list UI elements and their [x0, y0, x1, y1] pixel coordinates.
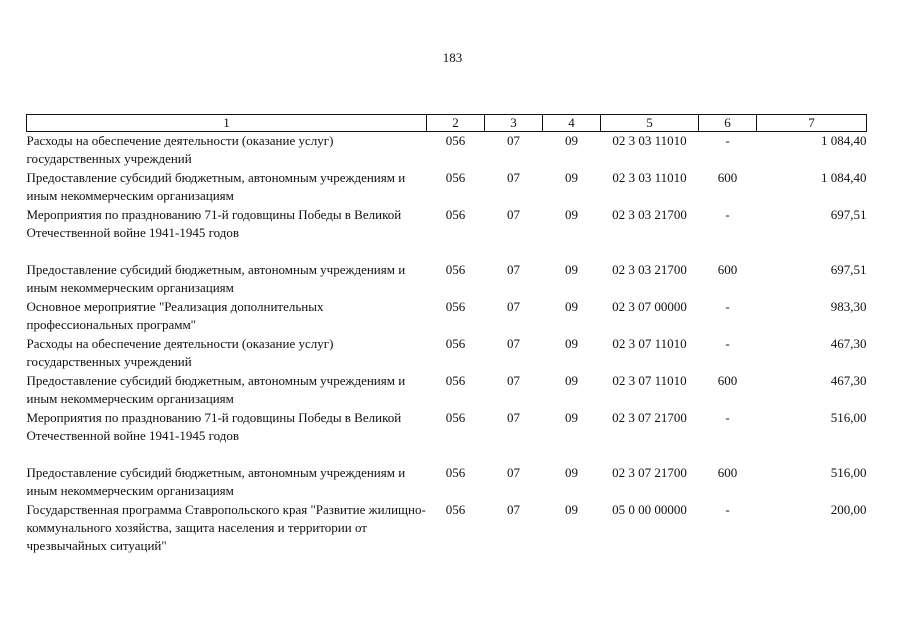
- row-ministry-code: 056: [445, 262, 466, 277]
- row-expense-type: -: [725, 502, 730, 517]
- table-row: [27, 446, 867, 501]
- row-ministry-code: 056: [445, 170, 466, 185]
- row-name: Государственная программа Ставропольского края "Развитие жилищно-коммунального хозяйства, защита населения и территории от чрезвычайных ситуаций": [26, 502, 426, 553]
- row-subsection: 09: [565, 262, 578, 277]
- row-target-article: 05 0 00 00000: [612, 502, 687, 517]
- budget-table: [26, 114, 867, 556]
- row-ministry-code: 056: [445, 207, 466, 222]
- table-row: [27, 169, 867, 206]
- row-target-article: 02 3 03 11010: [612, 170, 687, 185]
- row-subsection: 09: [565, 133, 578, 148]
- table-row: [27, 501, 867, 556]
- row-section: 07: [507, 262, 520, 277]
- row-ministry-code: 056: [445, 299, 466, 314]
- row-amount: 467,30: [830, 336, 867, 351]
- row-section: 07: [507, 207, 520, 222]
- row-expense-type: -: [725, 336, 730, 351]
- row-expense-type: -: [725, 207, 730, 222]
- row-subsection: 09: [565, 373, 578, 388]
- row-amount: 983,30: [830, 299, 867, 314]
- row-amount: 697,51: [830, 262, 867, 277]
- row-name: Мероприятия по празднованию 71-й годовщины Победы в Великой Отечественной войне 1941-1945 годов: [26, 410, 402, 443]
- row-section: 07: [507, 170, 520, 185]
- row-name: Предоставление субсидий бюджетным, автономным учреждениям и иным некоммерческим организациям: [26, 262, 406, 295]
- row-name: Основное мероприятие "Реализация дополнительных профессиональных программ": [26, 299, 324, 332]
- row-amount: 516,00: [830, 465, 867, 480]
- col-header-2: 2: [427, 115, 485, 132]
- row-amount: 1 084,40: [821, 170, 867, 185]
- row-section: 07: [507, 133, 520, 148]
- col-header-1: 1: [27, 115, 427, 132]
- col-header-7: 7: [757, 115, 867, 132]
- row-target-article: 02 3 03 21700: [612, 262, 687, 277]
- row-ministry-code: 056: [445, 373, 466, 388]
- row-ministry-code: 056: [445, 336, 466, 351]
- row-section: 07: [507, 336, 520, 351]
- row-target-article: 02 3 07 00000: [612, 299, 687, 314]
- row-target-article: 02 3 07 11010: [612, 373, 687, 388]
- row-ministry-code: 056: [445, 133, 466, 148]
- col-header-5: 5: [601, 115, 699, 132]
- row-expense-type: 600: [717, 170, 738, 185]
- row-expense-type: -: [725, 410, 730, 425]
- row-section: 07: [507, 410, 520, 425]
- row-name: Предоставление субсидий бюджетным, автономным учреждениям и иным некоммерческим организациям: [26, 373, 406, 406]
- table-row: [27, 243, 867, 298]
- row-ministry-code: 056: [445, 502, 466, 517]
- row-name: Расходы на обеспечение деятельности (оказание услуг) государственных учреждений: [26, 336, 334, 369]
- row-subsection: 09: [565, 207, 578, 222]
- table-row: [27, 206, 867, 243]
- row-section: 07: [507, 373, 520, 388]
- table-row: [27, 335, 867, 372]
- row-section: 07: [507, 465, 520, 480]
- col-header-4: 4: [543, 115, 601, 132]
- row-ministry-code: 056: [445, 465, 466, 480]
- row-subsection: 09: [565, 465, 578, 480]
- row-name: Предоставление субсидий бюджетным, автономным учреждениям и иным некоммерческим организациям: [26, 465, 406, 498]
- row-amount: 697,51: [830, 207, 867, 222]
- page-number: 183: [442, 50, 463, 65]
- row-subsection: 09: [565, 336, 578, 351]
- row-expense-type: -: [725, 133, 730, 148]
- header-row: [27, 115, 867, 132]
- col-header-3: 3: [485, 115, 543, 132]
- row-section: 07: [507, 502, 520, 517]
- row-target-article: 02 3 07 21700: [612, 465, 687, 480]
- row-name: Предоставление субсидий бюджетным, автономным учреждениям и иным некоммерческим организациям: [26, 170, 406, 203]
- row-expense-type: -: [725, 299, 730, 314]
- row-amount: 1 084,40: [821, 133, 867, 148]
- row-expense-type: 600: [717, 465, 738, 480]
- row-expense-type: 600: [717, 373, 738, 388]
- row-subsection: 09: [565, 502, 578, 517]
- table-row: [27, 132, 867, 170]
- table-row: [27, 409, 867, 446]
- row-subsection: 09: [565, 410, 578, 425]
- row-amount: 467,30: [830, 373, 867, 388]
- row-target-article: 02 3 07 21700: [612, 410, 687, 425]
- table-row: [27, 372, 867, 409]
- row-target-article: 02 3 03 11010: [612, 133, 687, 148]
- row-expense-type: 600: [717, 262, 738, 277]
- table-row: [27, 298, 867, 335]
- row-subsection: 09: [565, 299, 578, 314]
- row-target-article: 02 3 07 11010: [612, 336, 687, 351]
- row-ministry-code: 056: [445, 410, 466, 425]
- row-target-article: 02 3 03 21700: [612, 207, 687, 222]
- col-header-6: 6: [699, 115, 757, 132]
- row-name: Расходы на обеспечение деятельности (оказание услуг) государственных учреждений: [26, 133, 334, 166]
- row-amount: 200,00: [830, 502, 867, 517]
- row-amount: 516,00: [830, 410, 867, 425]
- row-section: 07: [507, 299, 520, 314]
- row-subsection: 09: [565, 170, 578, 185]
- row-name: Мероприятия по празднованию 71-й годовщины Победы в Великой Отечественной войне 1941-1945 годов: [26, 207, 402, 240]
